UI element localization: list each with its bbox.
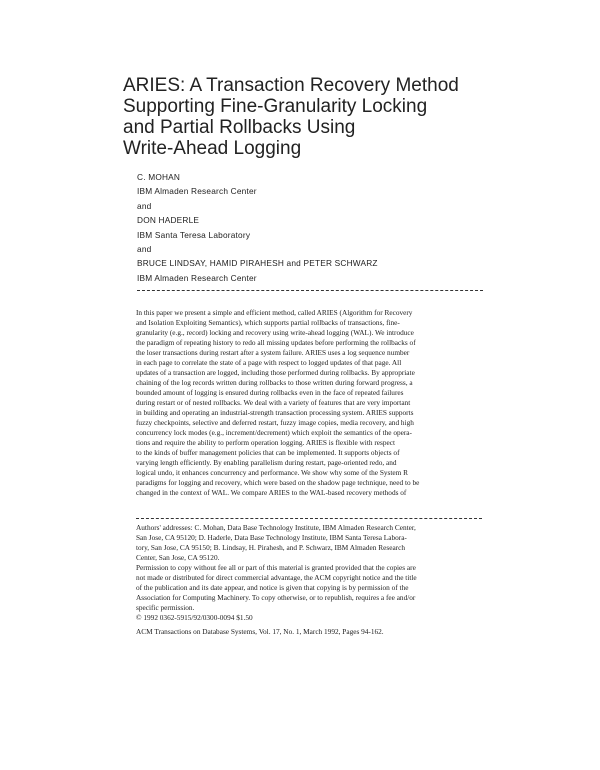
abstract-line: changed in the context of WAL. We compare ARIES to the WAL-based recovery methods of	[136, 488, 407, 497]
abstract-line: granularity (e.g., record) locking and recovery using write-ahead logging (WAL). We introduce	[136, 328, 414, 337]
abstract-line: the paradigm of repeating history to redo all missing updates before performing the rollbacks of	[136, 338, 416, 347]
title-line: Supporting Fine-Granularity Locking	[123, 96, 428, 117]
abstract	[136, 308, 482, 498]
abstract-line: concurrency lock modes (e.g., increment/decrement) which exploit the semantics of the opera-	[136, 428, 412, 437]
abstract-line: in each page to correlate the state of a page with respect to logged updates of that page. All	[136, 358, 402, 367]
title-line: and Partial Rollbacks Using	[123, 117, 356, 138]
affiliation-line: IBM Almaden Research Center	[137, 186, 257, 197]
author-separator: and	[137, 200, 152, 211]
title-line: Write-Ahead Logging	[123, 138, 302, 159]
footnote-line: San Jose, CA 95120; D. Haderle, Data Base Technology Institute, IBM Santa Teresa Labora-	[136, 533, 407, 542]
abstract-line: during restart or of nested rollbacks. We deal with a variety of features that are very important	[136, 398, 411, 407]
paper-title	[123, 75, 503, 159]
affiliation-line: IBM Santa Teresa Laboratory	[137, 229, 251, 240]
author-line: DON HADERLE	[137, 215, 200, 226]
abstract-line: logical undo, it enhances concurrency and performance. We show why some of the System R	[136, 468, 409, 477]
abstract-line: tions and require the ability to perform operation logging. ARIES is flexible with respect	[136, 438, 395, 447]
abstract-line: to the kinds of buffer management policies that can be implemented. It supports objects of	[136, 448, 400, 457]
abstract-line: the loser transactions during restart after a system failure. ARIES uses a log sequence number	[136, 348, 410, 357]
author-block	[137, 170, 517, 285]
abstract-line: In this paper we present a simple and efficient method, called ARIES (Algorithm for Recovery	[136, 308, 413, 317]
footnote-line: Association for Computing Machinery. To copy otherwise, or to republish, requires a fee and/or	[136, 593, 416, 602]
footnote-line: tory, San Jose, CA 95150; B. Lindsay, H. Pirahesh, and P. Schwarz, IBM Almaden Research	[136, 543, 406, 552]
author-line: BRUCE LINDSAY, HAMID PIRAHESH and PETER SCHWARZ	[137, 258, 378, 269]
abstract-line: fuzzy checkpoints, selective and deferred restart, fuzzy image copies, media recovery, and high	[136, 418, 414, 427]
abstract-line: in building and operating an industrial-strength transaction processing system. ARIES supports	[136, 408, 414, 417]
footnote-line: of the publication and its date appear, and notice is given that copying is by permission of the	[136, 583, 409, 592]
footnote-block	[136, 523, 482, 637]
title-line: ARIES: A Transaction Recovery Method	[123, 75, 459, 96]
author-separator: and	[137, 244, 152, 255]
abstract-line: and Isolation Exploiting Semantics), which supports partial rollbacks of transactions, fine-	[136, 318, 400, 327]
footnote-line: specific permission.	[136, 603, 195, 612]
abstract-line: updates of a transaction are logged, including those performed during rollbacks. By appropriate	[136, 368, 415, 377]
abstract-line: bounded amount of logging is ensured during rollbacks even in the face of repeated failures	[136, 388, 404, 397]
footnote-line: Authors' addresses: C. Mohan, Data Base Technology Institute, IBM Almaden Research Center,	[136, 523, 416, 532]
abstract-line: varying length efficiently. By enabling parallelism during restart, page-oriented redo, and	[136, 458, 397, 467]
affiliation-line: IBM Almaden Research Center	[137, 272, 257, 283]
footnote-line: Permission to copy without fee all or part of this material is granted provided that the copies are	[136, 563, 416, 572]
copyright-line: © 1992 0362-5915/92/0300-0094 $1.50	[136, 613, 253, 622]
abstract-line: paradigms for logging and recovery, which were based on the shadow page technique, need to be	[136, 478, 420, 487]
journal-citation: ACM Transactions on Database Systems, Vol. 17, No. 1, March 1992, Pages 94-162.	[136, 627, 384, 636]
footnote-divider	[136, 518, 482, 519]
footnote-line: not made or distributed for direct commercial advantage, the ACM copyright notice and the title	[136, 573, 417, 582]
author-line: C. MOHAN	[137, 172, 181, 182]
footnote-line: Center, San Jose, CA 95120.	[136, 553, 220, 562]
abstract-line: chaining of the log records written during rollbacks to those written during forward progress, a	[136, 378, 413, 387]
title-divider	[137, 290, 483, 291]
